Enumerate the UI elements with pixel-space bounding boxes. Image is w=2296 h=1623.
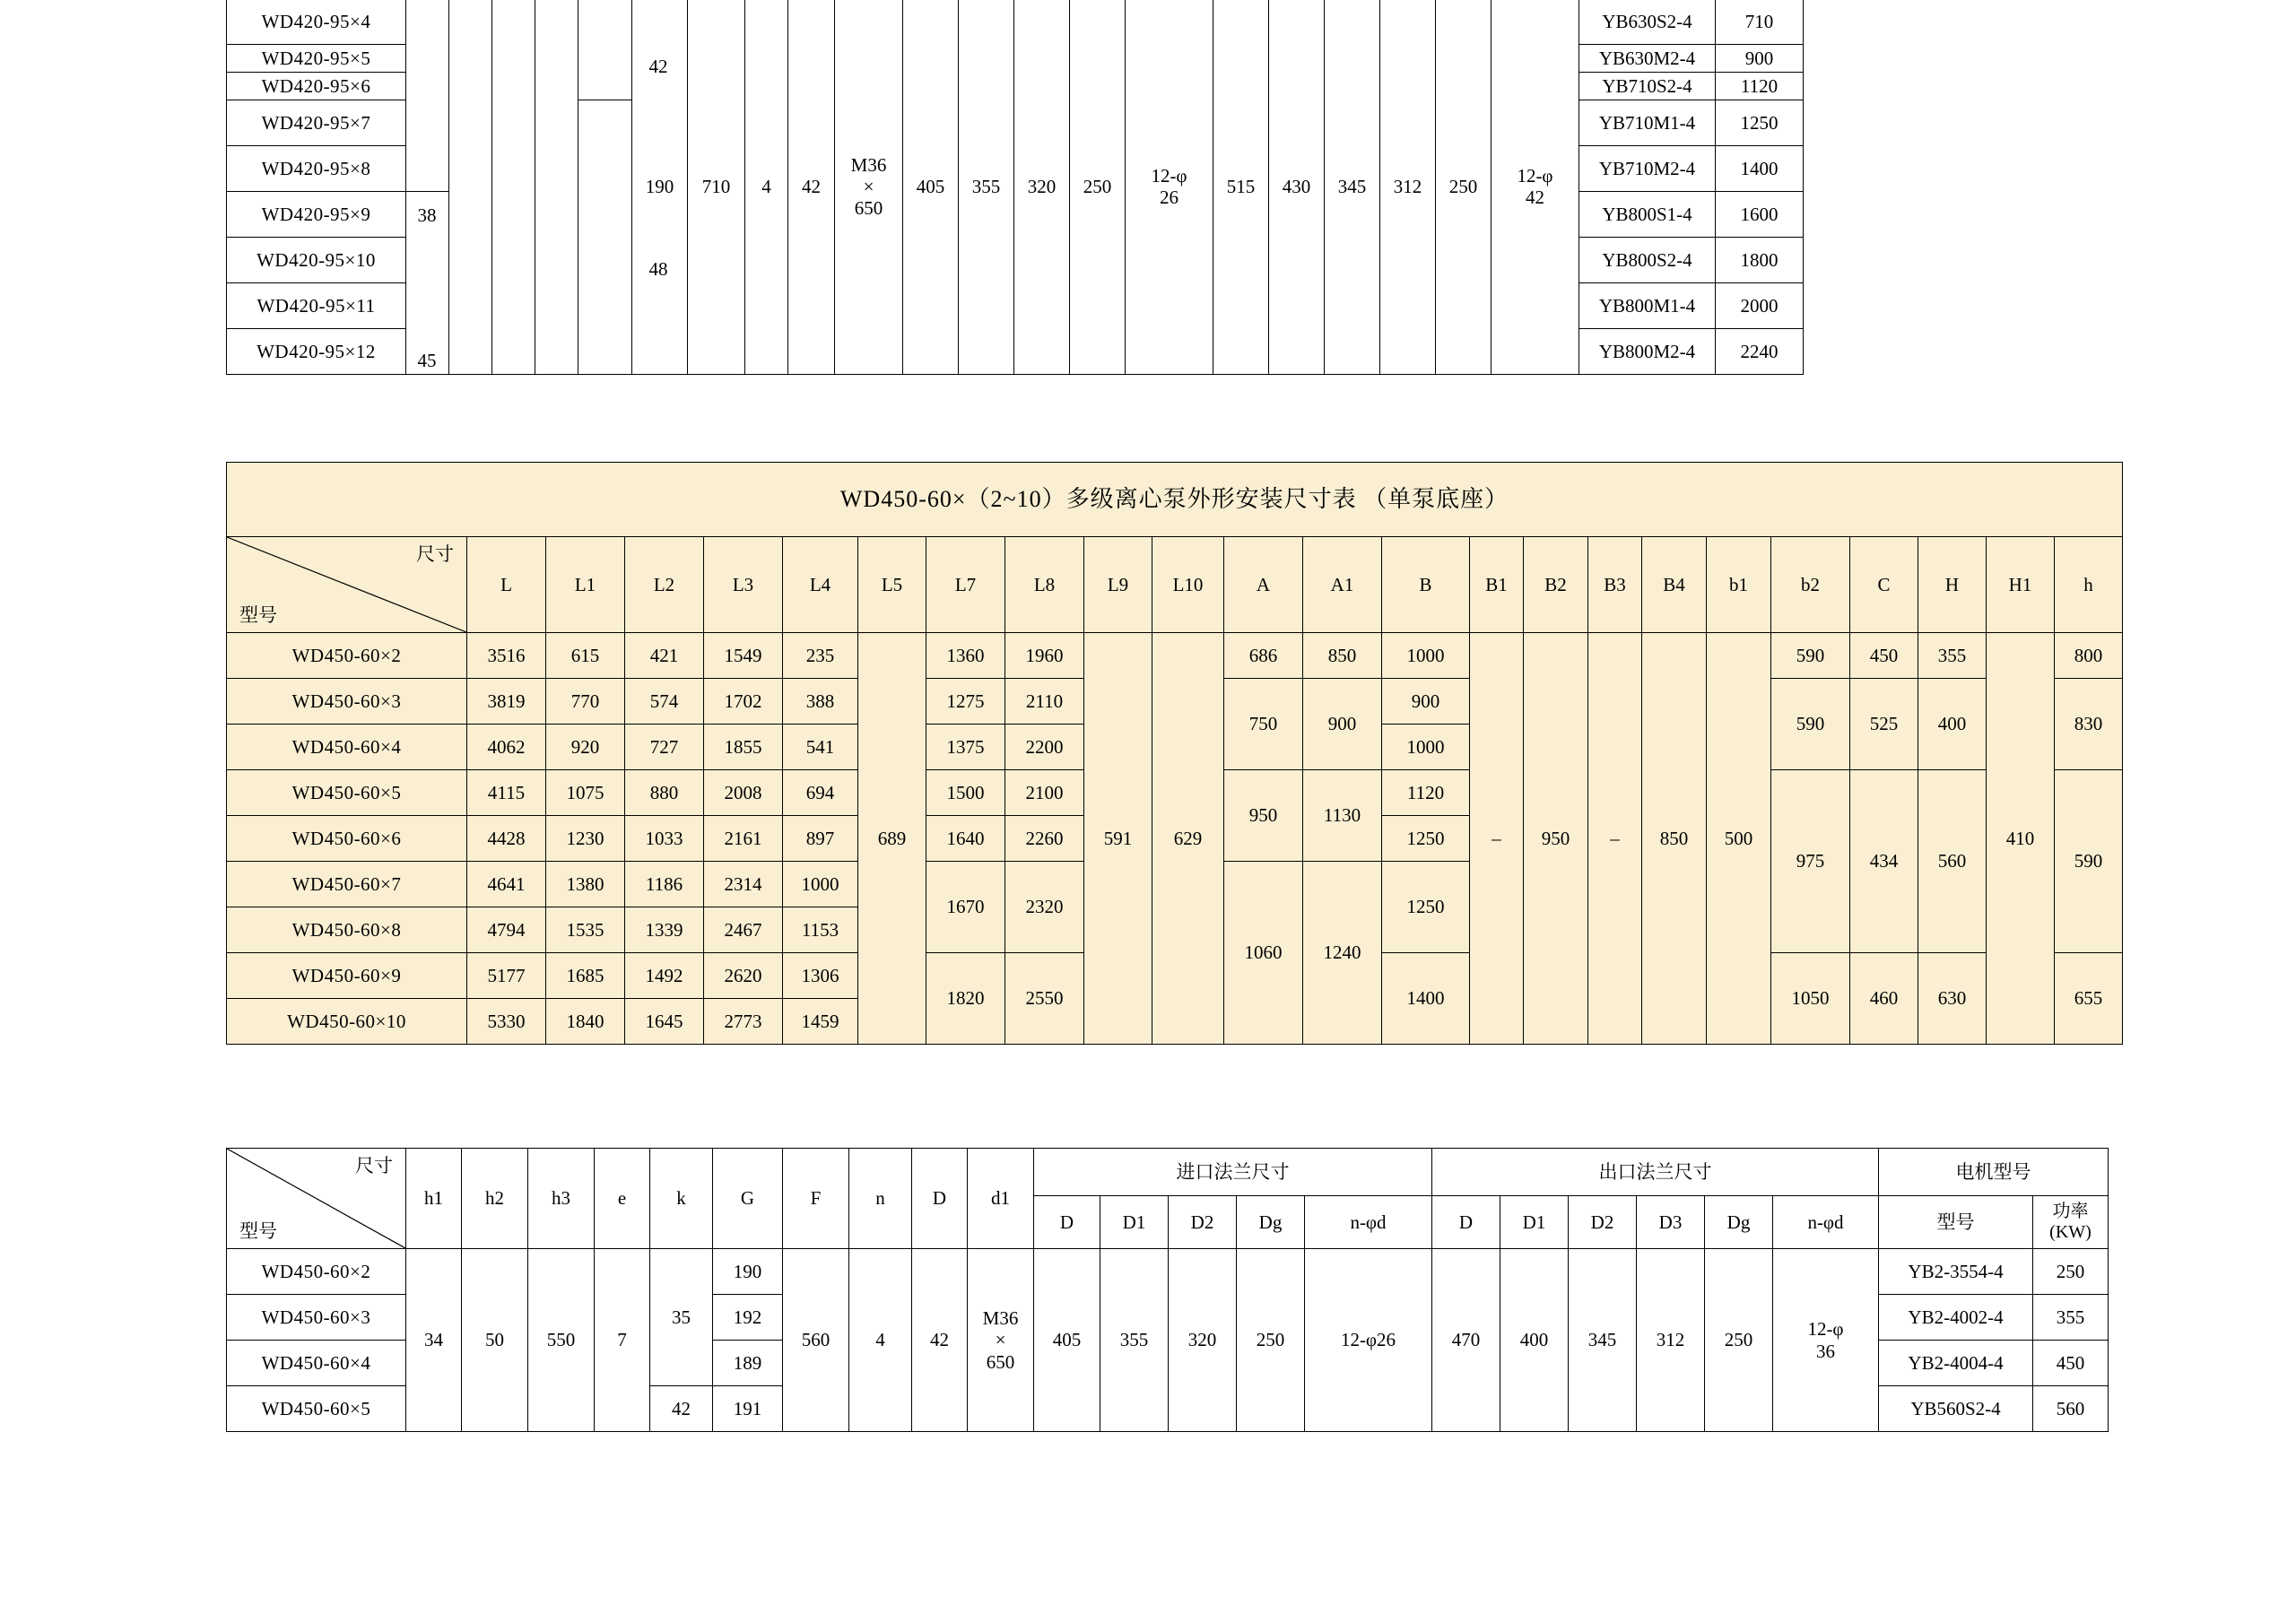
table-header-row-group xyxy=(227,1149,2109,1196)
value-L3: 2314 xyxy=(704,862,783,907)
header-G: G xyxy=(713,1149,783,1249)
motor-model: YB630S2-4 xyxy=(1579,0,1716,45)
motor-power: 2000 xyxy=(1716,283,1804,329)
value-h3: 550 xyxy=(528,1249,595,1432)
header-outlet-flange-group: 出口法兰尺寸 xyxy=(1432,1149,1879,1196)
col-k-a xyxy=(578,0,632,100)
value-G: 190 xyxy=(713,1249,783,1295)
header-L5: L5 xyxy=(858,537,926,633)
value-L8: 2550 xyxy=(1005,953,1084,1045)
value-F: 560 xyxy=(783,1249,849,1432)
value-B1: – xyxy=(1470,633,1524,1045)
header-corner-cell xyxy=(227,537,467,633)
header-e: e xyxy=(595,1149,650,1249)
header-d1: d1 xyxy=(968,1149,1034,1249)
value-b2: 590 xyxy=(1771,679,1850,770)
motor-power: 1800 xyxy=(1716,238,1804,283)
header-outlet-D1: D1 xyxy=(1500,1196,1569,1249)
value-L1: 1075 xyxy=(546,770,625,816)
top-dimension-table xyxy=(226,0,1804,375)
value-L: 4641 xyxy=(467,862,546,907)
header-inlet-n-phi-d: n-φd xyxy=(1305,1196,1432,1249)
outlet-D1: 400 xyxy=(1500,1249,1569,1432)
header-B2: B2 xyxy=(1524,537,1588,633)
value-H: 400 xyxy=(1918,679,1987,770)
value-L3: 1702 xyxy=(704,679,783,725)
value-L8: 2100 xyxy=(1005,770,1084,816)
pump-model: WD450-60×2 xyxy=(227,1249,406,1295)
motor-power: 560 xyxy=(2033,1386,2109,1432)
value-L7: 1640 xyxy=(926,816,1005,862)
value-L4: 694 xyxy=(783,770,858,816)
header-L2: L2 xyxy=(625,537,704,633)
value-L2: 1033 xyxy=(625,816,704,862)
value-L8: 2260 xyxy=(1005,816,1084,862)
value-L3: 2008 xyxy=(704,770,783,816)
inlet-D2: 320 xyxy=(1169,1249,1237,1432)
value-L4: 1153 xyxy=(783,907,858,953)
pump-model: WD450-60×5 xyxy=(227,770,467,816)
value-B: 1120 xyxy=(1382,770,1470,816)
inlet-D1: 355 xyxy=(1100,1249,1169,1432)
value-A: 1060 xyxy=(1224,862,1303,1045)
corner-model-label: 型号 xyxy=(239,1219,277,1242)
pump-model: WD420-95×5 xyxy=(227,45,406,73)
top-col-d1-value-1: 38 xyxy=(417,204,437,226)
header-k: k xyxy=(650,1149,713,1249)
outlet-D: 470 xyxy=(1432,1249,1500,1432)
value-H: 560 xyxy=(1918,770,1987,953)
value-L2: 1339 xyxy=(625,907,704,953)
outlet-D3: 312 xyxy=(1380,0,1436,375)
header-B1: B1 xyxy=(1470,537,1524,633)
value-L2: 727 xyxy=(625,725,704,770)
col-n: 4 xyxy=(745,0,788,375)
value-L7: 1375 xyxy=(926,725,1005,770)
value-L5: 689 xyxy=(858,633,926,1045)
motor-model: YB800S1-4 xyxy=(1579,192,1716,238)
pump-model: WD420-95×8 xyxy=(227,146,406,192)
motor-model: YB800S2-4 xyxy=(1579,238,1716,283)
value-A1: 850 xyxy=(1303,633,1382,679)
value-b2: 1050 xyxy=(1771,953,1850,1045)
outlet-D2: 345 xyxy=(1569,1249,1637,1432)
pump-model: WD420-95×9 xyxy=(227,192,406,238)
value-L10: 629 xyxy=(1152,633,1224,1045)
header-L10: L10 xyxy=(1152,537,1224,633)
value-B: 1250 xyxy=(1382,816,1470,862)
pump-model: WD420-95×4 xyxy=(227,0,406,45)
value-L7: 1360 xyxy=(926,633,1005,679)
header-outlet-n-phi-d: n-φd xyxy=(1773,1196,1879,1249)
pump-model: WD450-60×7 xyxy=(227,862,467,907)
col-spacer-1 xyxy=(449,0,492,375)
motor-power: 355 xyxy=(2033,1295,2109,1341)
inlet-Dg: 250 xyxy=(1237,1249,1305,1432)
motor-power: 250 xyxy=(2033,1249,2109,1295)
pump-model: WD450-60×9 xyxy=(227,953,467,999)
value-L7: 1670 xyxy=(926,862,1005,953)
motor-power: 1400 xyxy=(1716,146,1804,192)
outlet-D: 515 xyxy=(1213,0,1269,375)
value-L: 4062 xyxy=(467,725,546,770)
value-L8: 2110 xyxy=(1005,679,1084,725)
value-k: 42 xyxy=(650,1386,713,1432)
header-H: H xyxy=(1918,537,1987,633)
value-L8: 1960 xyxy=(1005,633,1084,679)
header-h2: h2 xyxy=(462,1149,528,1249)
value-B: 1400 xyxy=(1382,953,1470,1045)
col-spacer-3 xyxy=(535,0,578,375)
inlet-D2: 320 xyxy=(1014,0,1070,375)
value-h: 800 xyxy=(2055,633,2123,679)
motor-model: YB800M1-4 xyxy=(1579,283,1716,329)
value-L9: 591 xyxy=(1084,633,1152,1045)
value-L4: 1306 xyxy=(783,953,858,999)
table-row xyxy=(227,1249,2109,1295)
value-C: 434 xyxy=(1850,770,1918,953)
header-D: D xyxy=(912,1149,968,1249)
value-L: 4115 xyxy=(467,770,546,816)
value-L: 4428 xyxy=(467,816,546,862)
header-L4: L4 xyxy=(783,537,858,633)
motor-model: YB630M2-4 xyxy=(1579,45,1716,73)
value-L7: 1500 xyxy=(926,770,1005,816)
inlet-n-phi-d: 12-φ26 xyxy=(1305,1249,1432,1432)
value-L3: 2161 xyxy=(704,816,783,862)
value-B2: 950 xyxy=(1524,633,1588,1045)
value-L1: 1380 xyxy=(546,862,625,907)
motor-model: YB710M2-4 xyxy=(1579,146,1716,192)
value-H: 355 xyxy=(1918,633,1987,679)
value-A: 686 xyxy=(1224,633,1303,679)
value-h: 830 xyxy=(2055,679,2123,770)
motor-model: YB710M1-4 xyxy=(1579,100,1716,146)
pump-model: WD420-95×7 xyxy=(227,100,406,146)
value-h1: 34 xyxy=(406,1249,462,1432)
col-F: 710 xyxy=(688,0,745,375)
inlet-n-phi-d: 12-φ 26 xyxy=(1126,0,1213,375)
header-outlet-D3: D3 xyxy=(1637,1196,1705,1249)
motor-power: 1600 xyxy=(1716,192,1804,238)
value-L2: 1492 xyxy=(625,953,704,999)
col-spacer-2 xyxy=(492,0,535,375)
inlet-Dg: 250 xyxy=(1070,0,1126,375)
value-L3: 2620 xyxy=(704,953,783,999)
motor-model: YB710S2-4 xyxy=(1579,73,1716,100)
value-A1: 1130 xyxy=(1303,770,1382,862)
value-L4: 897 xyxy=(783,816,858,862)
table-row xyxy=(227,0,1804,45)
header-b1: b1 xyxy=(1707,537,1771,633)
value-L: 5177 xyxy=(467,953,546,999)
value-L2: 574 xyxy=(625,679,704,725)
value-A1: 900 xyxy=(1303,679,1382,770)
col-d1-a xyxy=(406,0,449,192)
outlet-D1: 430 xyxy=(1269,0,1325,375)
header-L7: L7 xyxy=(926,537,1005,633)
value-L1: 1230 xyxy=(546,816,625,862)
value-C: 450 xyxy=(1850,633,1918,679)
value-L2: 1645 xyxy=(625,999,704,1045)
header-outlet-D2: D2 xyxy=(1569,1196,1637,1249)
pump-model: WD450-60×3 xyxy=(227,679,467,725)
pump-model: WD450-60×10 xyxy=(227,999,467,1045)
outlet-n-phi-d: 12-φ 42 xyxy=(1492,0,1579,375)
motor-model: YB2-4004-4 xyxy=(1879,1341,2033,1386)
value-L1: 1535 xyxy=(546,907,625,953)
value-L1: 1840 xyxy=(546,999,625,1045)
motor-power: 2240 xyxy=(1716,329,1804,375)
value-b1: 500 xyxy=(1707,633,1771,1045)
value-b2: 975 xyxy=(1771,770,1850,953)
header-inlet-D: D xyxy=(1034,1196,1100,1249)
header-B: B xyxy=(1382,537,1470,633)
outlet-Dg: 250 xyxy=(1705,1249,1773,1432)
value-L2: 880 xyxy=(625,770,704,816)
pump-model: WD450-60×8 xyxy=(227,907,467,953)
col-k-b xyxy=(578,100,632,375)
header-motor-power xyxy=(2033,1196,2109,1249)
value-e: 7 xyxy=(595,1249,650,1432)
header-C: C xyxy=(1850,537,1918,633)
value-B4: 850 xyxy=(1642,633,1707,1045)
inlet-D1: 355 xyxy=(959,0,1014,375)
pump-model: WD450-60×4 xyxy=(227,1341,406,1386)
motor-model: YB2-3554-4 xyxy=(1879,1249,2033,1295)
header-outlet-D: D xyxy=(1432,1196,1500,1249)
mid-dimension-table xyxy=(226,462,2123,1045)
value-L1: 920 xyxy=(546,725,625,770)
header-L8: L8 xyxy=(1005,537,1084,633)
value-B: 1250 xyxy=(1382,862,1470,953)
outlet-D3: 312 xyxy=(1637,1249,1705,1432)
header-h: h xyxy=(2055,537,2123,633)
value-H1: 410 xyxy=(1987,633,2055,1045)
header-L1: L1 xyxy=(546,537,625,633)
col-d1: M36 × 650 xyxy=(835,0,903,375)
value-L7: 1820 xyxy=(926,953,1005,1045)
value-G: 191 xyxy=(713,1386,783,1432)
pump-model: WD450-60×2 xyxy=(227,633,467,679)
header-b2: b2 xyxy=(1771,537,1850,633)
header-inlet-D1: D1 xyxy=(1100,1196,1169,1249)
header-h1: h1 xyxy=(406,1149,462,1249)
header-inlet-D2: D2 xyxy=(1169,1196,1237,1249)
header-B3: B3 xyxy=(1588,537,1642,633)
header-L: L xyxy=(467,537,546,633)
value-L1: 615 xyxy=(546,633,625,679)
table-header-row xyxy=(227,537,2123,633)
outlet-n-phi-d: 12-φ 36 xyxy=(1773,1249,1879,1432)
value-h: 590 xyxy=(2055,770,2123,953)
value-k: 35 xyxy=(650,1249,713,1386)
value-L: 3516 xyxy=(467,633,546,679)
header-L9: L9 xyxy=(1084,537,1152,633)
value-L4: 1000 xyxy=(783,862,858,907)
value-n: 4 xyxy=(849,1249,912,1432)
motor-power: 710 xyxy=(1716,0,1804,45)
corner-model-label: 型号 xyxy=(239,603,277,626)
header-H1: H1 xyxy=(1987,537,2055,633)
value-L3: 2773 xyxy=(704,999,783,1045)
value-d1: M36 × 650 xyxy=(968,1249,1034,1432)
header-motor-group: 电机型号 xyxy=(1879,1149,2109,1196)
value-L4: 388 xyxy=(783,679,858,725)
header-motor-model: 型号 xyxy=(1879,1196,2033,1249)
top-col-d1-value-2: 45 xyxy=(417,350,437,371)
value-G: 192 xyxy=(713,1295,783,1341)
table-row xyxy=(227,633,2123,679)
value-L7: 1275 xyxy=(926,679,1005,725)
motor-power-label-line1: 功率 xyxy=(2052,1202,2089,1221)
pump-model: WD450-60×3 xyxy=(227,1295,406,1341)
value-L1: 770 xyxy=(546,679,625,725)
header-outlet-Dg: Dg xyxy=(1705,1196,1773,1249)
value-L8: 2320 xyxy=(1005,862,1084,953)
pump-model: WD450-60×5 xyxy=(227,1386,406,1432)
value-B: 1000 xyxy=(1382,725,1470,770)
value-G: 189 xyxy=(713,1341,783,1386)
value-C: 460 xyxy=(1850,953,1918,1045)
corner-dimension-label: 尺寸 xyxy=(355,1155,393,1176)
value-L3: 2467 xyxy=(704,907,783,953)
value-L: 4794 xyxy=(467,907,546,953)
mid-table-title: WD450-60×（2~10）多级离心泵外形安装尺寸表 （单泵底座） xyxy=(227,463,2123,537)
value-L4: 541 xyxy=(783,725,858,770)
header-F: F xyxy=(783,1149,849,1249)
table-row xyxy=(227,463,2123,537)
motor-model: YB800M2-4 xyxy=(1579,329,1716,375)
inlet-D: 405 xyxy=(1034,1249,1100,1432)
motor-power: 1120 xyxy=(1716,73,1804,100)
pump-model: WD420-95×6 xyxy=(227,73,406,100)
header-A: A xyxy=(1224,537,1303,633)
top-col-k-value-1: 42 xyxy=(648,56,668,77)
bottom-flange-motor-table xyxy=(226,1148,2109,1432)
value-L3: 1549 xyxy=(704,633,783,679)
motor-power: 450 xyxy=(2033,1341,2109,1386)
value-H: 630 xyxy=(1918,953,1987,1045)
header-inlet-Dg: Dg xyxy=(1237,1196,1305,1249)
value-L3: 1855 xyxy=(704,725,783,770)
value-b2: 590 xyxy=(1771,633,1850,679)
motor-power: 900 xyxy=(1716,45,1804,73)
header-corner-cell xyxy=(227,1149,406,1249)
outlet-Dg: 250 xyxy=(1436,0,1492,375)
value-L: 3819 xyxy=(467,679,546,725)
value-L: 5330 xyxy=(467,999,546,1045)
value-B: 900 xyxy=(1382,679,1470,725)
inlet-D: 405 xyxy=(903,0,959,375)
header-L3: L3 xyxy=(704,537,783,633)
header-A1: A1 xyxy=(1303,537,1382,633)
value-A: 750 xyxy=(1224,679,1303,770)
pump-model: WD420-95×10 xyxy=(227,238,406,283)
value-L1: 1685 xyxy=(546,953,625,999)
pump-model: WD420-95×11 xyxy=(227,283,406,329)
top-col-k-value-2: 48 xyxy=(648,258,668,280)
motor-model: YB560S2-4 xyxy=(1879,1386,2033,1432)
pump-model: WD420-95×12 xyxy=(227,329,406,375)
motor-power: 1250 xyxy=(1716,100,1804,146)
value-A1: 1240 xyxy=(1303,862,1382,1045)
header-n: n xyxy=(849,1149,912,1249)
motor-power-label-line2: (KW) xyxy=(2049,1222,2092,1242)
header-h3: h3 xyxy=(528,1149,595,1249)
corner-dimension-label: 尺寸 xyxy=(416,543,454,565)
value-L4: 235 xyxy=(783,633,858,679)
value-L2: 421 xyxy=(625,633,704,679)
value-h: 655 xyxy=(2055,953,2123,1045)
value-C: 525 xyxy=(1850,679,1918,770)
pump-model: WD450-60×4 xyxy=(227,725,467,770)
value-B3: – xyxy=(1588,633,1642,1045)
col-D: 42 xyxy=(788,0,835,375)
outlet-D2: 345 xyxy=(1325,0,1380,375)
value-A: 950 xyxy=(1224,770,1303,862)
value-h2: 50 xyxy=(462,1249,528,1432)
value-D: 42 xyxy=(912,1249,968,1432)
pump-model: WD450-60×6 xyxy=(227,816,467,862)
motor-model: YB2-4002-4 xyxy=(1879,1295,2033,1341)
col-G: 190 xyxy=(632,0,688,375)
header-B4: B4 xyxy=(1642,537,1707,633)
header-inlet-flange-group: 进口法兰尺寸 xyxy=(1034,1149,1432,1196)
value-B: 1000 xyxy=(1382,633,1470,679)
value-L8: 2200 xyxy=(1005,725,1084,770)
value-L2: 1186 xyxy=(625,862,704,907)
value-L4: 1459 xyxy=(783,999,858,1045)
